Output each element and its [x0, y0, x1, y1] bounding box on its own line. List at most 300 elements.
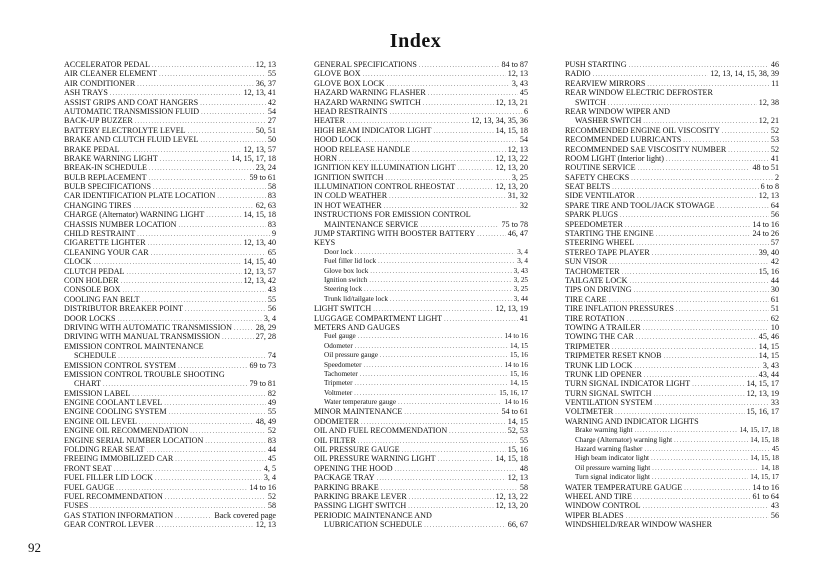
dot-leader [390, 296, 512, 304]
entry-pages: 15, 16 [510, 351, 528, 360]
entry-pages: 33 [770, 398, 779, 408]
index-entry [565, 483, 779, 492]
entry-term: TRUNK LID OPENER [565, 369, 642, 379]
entry-term: HOOD RELEASE HANDLE [314, 144, 411, 154]
index-entry [314, 88, 528, 97]
entry-pages: 54 [267, 106, 276, 116]
entry-term: WARNING AND INDICATOR LIGHTS [565, 416, 699, 426]
dot-leader [423, 100, 494, 107]
index-entry [64, 182, 276, 191]
dot-leader [654, 400, 768, 407]
entry-term: MAINTENANCE SERVICE [324, 219, 419, 229]
entry-term: TIPS ON DRIVING [565, 285, 632, 295]
entry-term: BULB REPLACEMENT [64, 172, 147, 182]
entry-term: HAZARD WARNING SWITCH [314, 97, 421, 107]
index-subentry [314, 257, 528, 266]
dot-leader [190, 428, 266, 435]
entry-term: TIRE ROTATION [565, 313, 625, 323]
entry-term: GENERAL SPECIFICATIONS [314, 60, 417, 69]
entry-term: LIGHT SWITCH [314, 304, 372, 314]
index-entry [314, 220, 528, 229]
entry-term: FRONT SEAT [64, 463, 112, 473]
dot-leader [364, 286, 512, 294]
dot-leader [643, 118, 756, 125]
entry-pages: 46, 47 [507, 229, 528, 239]
entry-pages: 12, 13, 34, 35, 36 [471, 116, 528, 126]
index-entry [314, 135, 528, 144]
dot-leader [169, 409, 266, 416]
entry-term: SAFETY CHECKS [565, 172, 630, 182]
page-title: Index [389, 30, 442, 52]
entry-term: ENGINE SERIAL NUMBER LOCATION [64, 435, 204, 445]
dot-leader [373, 306, 493, 313]
entry-pages: 82 [267, 388, 276, 398]
index-entry [565, 285, 779, 294]
index-entry [314, 473, 528, 482]
index-entry [64, 238, 276, 247]
index-subentry [314, 351, 528, 360]
entry-pages: 62, 63 [255, 200, 276, 210]
index-entry [565, 116, 779, 125]
dot-leader [625, 222, 750, 229]
entry-pages: 58 [267, 501, 276, 511]
dot-leader [387, 81, 510, 88]
entry-pages: 56 [267, 304, 276, 314]
dot-leader [428, 90, 518, 97]
entry-term: Oil pressure warning light [575, 463, 651, 472]
index-entry [64, 520, 276, 529]
entry-pages: 45 [771, 445, 779, 454]
entry-pages: 52 [770, 125, 779, 135]
dot-leader [666, 156, 769, 163]
dot-leader [347, 118, 469, 125]
index-entry [565, 501, 779, 510]
index-entry [314, 304, 528, 313]
entry-pages: 56 [770, 210, 779, 220]
dot-leader [178, 222, 265, 229]
entry-pages: 12, 13, 20 [495, 501, 528, 511]
index-subentry [314, 267, 528, 276]
entry-pages: 14, 15, 18 [243, 210, 276, 220]
entry-term: KEYS [314, 238, 336, 248]
index-entry [64, 210, 276, 219]
entry-term: TAILGATE LOCK [565, 275, 628, 285]
entry-term: REARVIEW MIRRORS [565, 78, 646, 88]
dot-leader [118, 353, 266, 360]
dot-leader [636, 240, 769, 247]
dot-leader [409, 494, 494, 501]
entry-pages: 50, 51 [255, 125, 276, 135]
entry-term: SPARE TIRE AND TOOL/JACK STOWAGE [565, 200, 715, 210]
dot-leader [126, 269, 241, 276]
index-entry [64, 464, 276, 473]
dot-leader [116, 485, 247, 492]
entry-pages: 12, 13, 14, 15, 38, 39 [710, 69, 779, 79]
index-entry [314, 426, 528, 435]
dot-leader [644, 372, 757, 379]
index-entry [565, 154, 779, 163]
index-entry [314, 107, 528, 116]
index-entry [565, 389, 779, 398]
entry-term: PERIODIC MAINTENANCE AND [314, 510, 432, 520]
entry-pages: 52 [267, 426, 276, 436]
entry-term: ENGINE OIL RECOMMENDATION [64, 426, 189, 436]
entry-pages: 15, 16 [758, 266, 779, 276]
dot-leader [634, 363, 760, 370]
dot-leader [364, 362, 503, 370]
index-entry [314, 314, 528, 323]
entry-pages: 2 [774, 172, 779, 182]
entry-pages: 3, 43 [513, 266, 528, 275]
entry-pages: 46 [770, 60, 779, 69]
dot-leader [222, 334, 254, 341]
entry-pages: 12, 13, 19 [495, 304, 528, 314]
entry-pages: 14, 15, 18 [750, 454, 779, 463]
dot-leader [354, 390, 497, 398]
entry-term: EMISSION CONTROL TROUBLE SHOOTING [64, 369, 225, 379]
dot-leader [153, 184, 266, 191]
index-entry [64, 229, 276, 238]
entry-pages: 14, 15, 18 [750, 435, 779, 444]
entry-term: ODOMETER [314, 416, 359, 426]
index-entry [314, 79, 528, 88]
dot-leader [121, 278, 242, 285]
entry-pages: 44 [770, 275, 779, 285]
entry-term: OIL AND FUEL RECOMMENDATION [314, 426, 448, 436]
entry-term: BRAKE PEDAL [64, 144, 120, 154]
entry-term: SEAT BELTS [565, 182, 611, 192]
entry-pages: 14 to 16 [752, 219, 779, 229]
dot-leader [402, 447, 506, 454]
index-entry [64, 323, 276, 332]
entry-term: MINOR MAINTENANCE [314, 407, 403, 417]
entry-pages: 3, 4 [517, 247, 528, 256]
index-entry [64, 511, 276, 520]
index-entry [64, 88, 276, 97]
dot-leader [651, 455, 748, 463]
dot-leader [626, 513, 769, 520]
dot-leader [159, 71, 266, 78]
entry-term: OIL PRESSURE GAUGE [314, 445, 400, 455]
entry-term: CHARGE (Alternator) WARNING LIGHT [64, 210, 205, 220]
index-entry [565, 511, 779, 520]
index-entry [565, 332, 779, 341]
dot-leader [419, 62, 500, 69]
entry-term: GAS STATION INFORMATION [64, 510, 174, 520]
entry-pages: 12, 38 [758, 97, 779, 107]
index-entry [565, 98, 779, 107]
dot-leader [200, 137, 265, 144]
dot-leader [420, 222, 499, 229]
dot-leader [637, 193, 757, 200]
dot-leader [361, 419, 506, 426]
entry-pages: 14, 15, 17 [750, 473, 779, 482]
entry-pages: 6 [523, 106, 528, 116]
entry-term: Brake warning light [575, 426, 633, 435]
entry-pages: 3, 25 [513, 285, 528, 294]
index-entry [314, 323, 528, 332]
entry-term: CLOCK [64, 257, 92, 267]
dot-leader [449, 428, 506, 435]
entry-term: RADIO [565, 69, 591, 79]
index-entry [64, 332, 276, 341]
entry-term: High beam indicator light [575, 454, 650, 463]
dot-leader [178, 363, 247, 370]
entry-term: OIL PRESSURE WARNING LIGHT [314, 454, 436, 464]
index-entry [64, 473, 276, 482]
index-entry [565, 323, 779, 332]
entry-term: ENGINE OIL LEVEL [64, 416, 137, 426]
dot-leader [656, 231, 751, 238]
dot-leader [185, 306, 266, 313]
dot-leader [358, 333, 503, 341]
entry-pages: 12, 13, 57 [243, 144, 276, 154]
entry-pages: 12, 13, 40 [243, 238, 276, 248]
entry-pages: 14, 15 [758, 351, 779, 361]
dot-leader [674, 437, 748, 445]
entry-term: WIPER BLADES [565, 510, 624, 520]
index-entry [565, 492, 779, 501]
entry-term: STEERING WHEEL [565, 238, 635, 248]
entry-pages: 30 [770, 285, 779, 295]
entry-term: PACKAGE TRAY [314, 473, 375, 483]
dot-leader [156, 522, 254, 529]
index-entry [64, 492, 276, 501]
index-entry [314, 154, 528, 163]
index-entry [565, 229, 779, 238]
index-entry [64, 436, 276, 445]
entry-pages: 43, 44 [758, 369, 779, 379]
entry-pages: 12, 13, 20 [495, 182, 528, 192]
dot-leader [188, 128, 254, 135]
dot-leader [398, 399, 502, 407]
entry-pages: 48 to 51 [752, 163, 779, 173]
entry-term: IGNITION KEY ILLUMINATION LIGHT [314, 163, 456, 173]
index-entry [64, 107, 276, 116]
entry-term: Fuel filler lid lock [324, 257, 377, 266]
entry-term: WINDOW CONTROL [565, 501, 641, 511]
index-entry [64, 407, 276, 416]
index-entry [314, 464, 528, 473]
index-entry [314, 407, 528, 416]
index-entry [64, 267, 276, 276]
entry-term: PARKING BRAKE LEVER [314, 491, 407, 501]
entry-pages: 12, 13, 20 [495, 163, 528, 173]
entry-term: GLOVE BOX LOCK [314, 78, 385, 88]
index-entry [64, 285, 276, 294]
index-entry [314, 191, 528, 200]
entry-term: EMISSION CONTROL SYSTEM [64, 360, 177, 370]
dot-leader [339, 156, 494, 163]
dot-leader [390, 109, 522, 116]
index-entry [314, 454, 528, 463]
entry-term: IGNITION SWITCH [314, 172, 384, 182]
entry-term: CLUTCH PEDAL [64, 266, 125, 276]
entry-term: TURN SIGNAL SWITCH [565, 388, 652, 398]
entry-pages: 51 [770, 304, 779, 314]
entry-pages: 12, 13 [255, 60, 276, 69]
entry-pages: 53 [770, 135, 779, 145]
dot-leader [652, 474, 748, 482]
index-entry [565, 88, 779, 97]
dot-leader [692, 381, 744, 388]
entry-term: Hazard warning flasher [575, 445, 643, 454]
entry-pages: 14, 15, 40 [243, 257, 276, 267]
entry-pages: 54 to 61 [501, 407, 528, 417]
entry-pages: 14, 15, 17, 18 [739, 426, 779, 435]
entry-term: DRIVING WITH MANUAL TRANSMISSION [64, 332, 221, 342]
entry-pages: 39, 40 [758, 247, 779, 257]
entry-pages: 52, 53 [507, 426, 528, 436]
index-subentry [314, 276, 528, 285]
index-entry [64, 351, 276, 360]
entry-pages: 4, 5 [263, 463, 276, 473]
index-entry [314, 69, 528, 78]
entry-pages: 10 [770, 322, 779, 332]
entry-pages: 84 to 87 [501, 60, 528, 69]
entry-pages: 57 [770, 238, 779, 248]
entry-pages: 61 [770, 294, 779, 304]
entry-term: CIGARETTE LIGHTER [64, 238, 146, 248]
index-entry [314, 145, 528, 154]
index-entry [314, 126, 528, 135]
index-entry [314, 445, 528, 454]
dot-leader [122, 287, 265, 294]
index-entry [64, 191, 276, 200]
entry-term: EMISSION CONTROL MAINTENANCE [64, 341, 204, 351]
dot-leader [137, 81, 254, 88]
entry-pages: 14, 18 [761, 463, 779, 472]
dot-leader [609, 259, 769, 266]
entry-pages: 6 to 8 [760, 182, 779, 192]
dot-leader [647, 81, 769, 88]
entry-pages: 12, 13, 22 [495, 491, 528, 501]
entry-term: Tripmeter [324, 379, 353, 388]
entry-pages: 12, 13, 22 [495, 153, 528, 163]
entry-pages: 12, 13, 42 [243, 275, 276, 285]
dot-leader [653, 391, 744, 398]
entry-term: Tachometer [324, 369, 358, 378]
index-entry [565, 407, 779, 416]
dot-leader [684, 485, 750, 492]
index-entry [64, 276, 276, 285]
entry-pages: 42 [770, 257, 779, 267]
index-entry [565, 60, 779, 69]
entry-pages: 44 [267, 445, 276, 455]
entry-term: BRAKE AND CLUTCH FLUID LEVEL [64, 135, 199, 145]
index-subentry [565, 464, 779, 473]
index-entry [64, 257, 276, 266]
dot-leader [377, 475, 506, 482]
entry-term: HAZARD WARNING FLASHER [314, 88, 426, 98]
entry-pages: 48 [519, 463, 528, 473]
entry-pages: 65 [267, 247, 276, 257]
entry-term: TIRE CARE [565, 294, 607, 304]
dot-leader [137, 231, 270, 238]
entry-pages: 11 [771, 78, 779, 88]
entry-pages: 58 [267, 182, 276, 192]
entry-term: Odometer [324, 341, 353, 350]
entry-term: RECOMMENDED ENGINE OIL VISCOSITY [565, 125, 720, 135]
index-entry [314, 483, 528, 492]
dot-leader [593, 71, 709, 78]
entry-term: ACCELERATOR PEDAL [64, 60, 150, 69]
entry-pages: 79 to 81 [249, 379, 276, 389]
entry-term: SWITCH [575, 97, 607, 107]
entry-pages: 31, 32 [507, 191, 528, 201]
dot-leader [609, 297, 769, 304]
dot-leader [728, 147, 769, 154]
dot-leader [683, 137, 769, 144]
entry-pages: 45 [267, 454, 276, 464]
entry-pages: 3, 4 [263, 313, 276, 323]
entry-term: REAR WINDOW WIPER AND [565, 106, 670, 116]
dot-leader [652, 465, 759, 473]
index-entry [565, 126, 779, 135]
entry-pages: 12, 13 [507, 473, 528, 483]
index-subentry [314, 295, 528, 304]
dot-leader [627, 316, 769, 323]
index-entry [64, 342, 276, 351]
index-entry [64, 69, 276, 78]
dot-leader [384, 203, 518, 210]
entry-pages: 12, 13 [507, 69, 528, 79]
dot-leader [643, 325, 769, 332]
entry-term: LUBRICATION SCHEDULE [324, 520, 423, 530]
index-entry [565, 79, 779, 88]
entry-pages: 14, 15 [510, 379, 528, 388]
entry-pages: 54 [519, 135, 528, 145]
dot-leader [147, 447, 266, 454]
index-entry [565, 370, 779, 379]
dot-leader [438, 456, 494, 463]
entry-pages: 14 to 16 [504, 398, 528, 407]
entry-pages: 27 [267, 116, 276, 126]
entry-term: EMISSION LABEL [64, 388, 131, 398]
index-entry [64, 248, 276, 257]
entry-term: TURN SIGNAL INDICATOR LIGHT [565, 379, 691, 389]
dot-leader [444, 316, 518, 323]
dot-leader [634, 494, 750, 501]
entry-pages: 55 [267, 294, 276, 304]
entry-term: ROOM LIGHT (Interior light) [565, 153, 664, 163]
dot-leader [134, 203, 254, 210]
index-entry [565, 257, 779, 266]
entry-term: BATTERY ELECTROLYTE LEVEL [64, 125, 186, 135]
index-entry [64, 154, 276, 163]
index-entry [64, 295, 276, 304]
index-entry [314, 511, 528, 520]
entry-term: BRAKE WARNING LIGHT [64, 153, 158, 163]
dot-leader [717, 203, 769, 210]
dot-leader [629, 62, 769, 69]
dot-leader [395, 466, 518, 473]
index-entry [565, 267, 779, 276]
entry-pages: 9 [271, 229, 276, 239]
entry-term: LUGGAGE COMPARTMENT LIGHT [314, 313, 443, 323]
dot-leader [160, 156, 230, 163]
index-entry [64, 145, 276, 154]
dot-leader [370, 268, 511, 276]
dot-leader [132, 391, 266, 398]
dot-leader [457, 184, 493, 191]
entry-term: CLEANING YOUR CAR [64, 247, 149, 257]
entry-pages: 83 [267, 219, 276, 229]
entry-pages: 12, 13, 41 [243, 88, 276, 98]
entry-term: CHILD RESTRAINT [64, 229, 136, 239]
dot-leader [634, 287, 769, 294]
entry-pages: 15, 16 [507, 445, 528, 455]
